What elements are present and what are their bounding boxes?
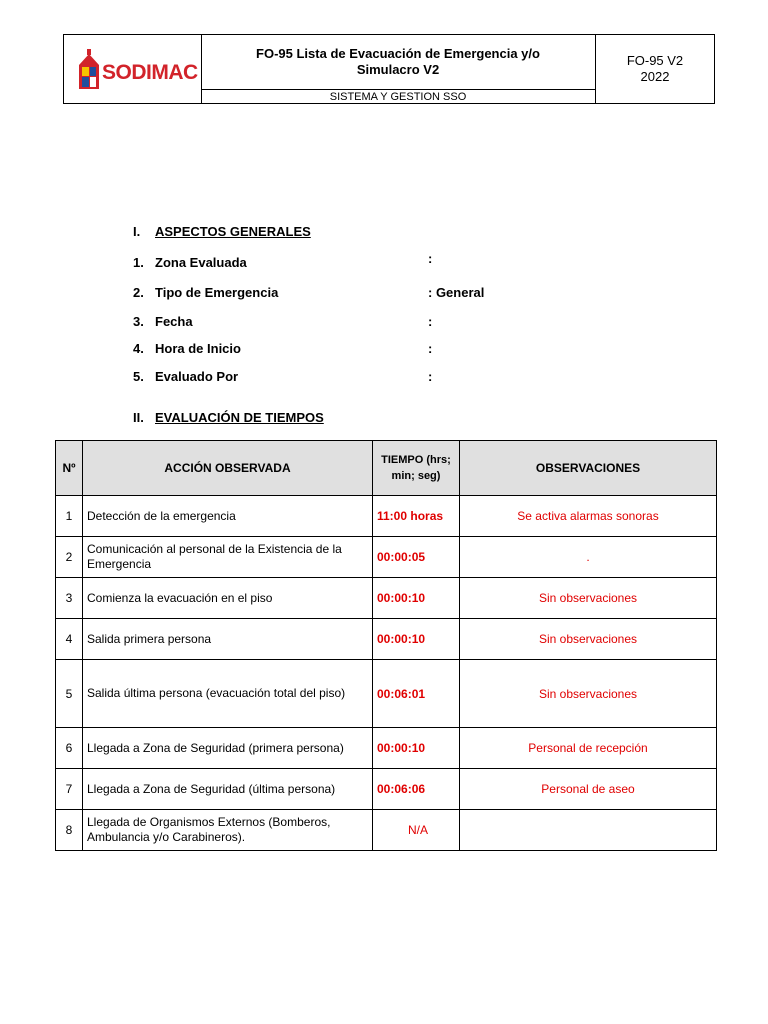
info-value: :: [428, 314, 433, 329]
row-observation: Personal de aseo: [460, 769, 717, 810]
row-number: 8: [56, 810, 83, 851]
info-label: Evaluado Por: [155, 369, 239, 384]
info-number: 1.: [133, 255, 144, 270]
document-title: FO-95 Lista de Evacuación de Emergencia y/o Simulacro V2: [201, 35, 595, 90]
info-number: 2.: [133, 285, 144, 300]
table-row: [56, 660, 717, 728]
info-value: :: [428, 251, 433, 266]
row-time: 00:00:05: [373, 537, 460, 578]
house-logo-icon: [78, 49, 102, 91]
info-label: Zona Evaluada: [155, 255, 247, 270]
table-row: [56, 578, 717, 619]
table-header-row: [56, 441, 717, 496]
document-code: FO-95 V2: [626, 53, 684, 68]
info-label: Fecha: [155, 314, 193, 329]
row-observation: Se activa alarmas sonoras: [460, 496, 717, 537]
row-number: 6: [56, 728, 83, 769]
brand-name: SODIMAC: [102, 61, 198, 84]
info-label: Tipo de Emergencia: [155, 285, 279, 300]
row-number: 2: [56, 537, 83, 578]
header-number: Nº: [56, 441, 83, 496]
row-time: 00:06:06: [373, 769, 460, 810]
info-value: : General: [428, 285, 485, 300]
row-time: 00:00:10: [373, 578, 460, 619]
row-observation: Sin observaciones: [460, 619, 717, 660]
row-time: 00:00:10: [373, 728, 460, 769]
info-number: 4.: [133, 341, 144, 356]
row-observation: Sin observaciones: [460, 660, 717, 728]
row-action: Salida primera persona: [83, 619, 373, 660]
header-action: ACCIÓN OBSERVADA: [83, 441, 373, 496]
code-cell: [595, 35, 715, 103]
document-year: 2022: [640, 69, 670, 84]
sodimac-logo: [78, 49, 198, 91]
header-time: TIEMPO (hrs; min; seg): [373, 441, 460, 496]
row-action: Detección de la emergencia: [83, 496, 373, 537]
table-row: [56, 728, 717, 769]
row-observation: Personal de recepción: [460, 728, 717, 769]
info-label: Hora de Inicio: [155, 341, 241, 356]
row-number: 7: [56, 769, 83, 810]
row-action: Salida última persona (evacuación total del piso): [83, 660, 373, 728]
document-subtitle: SISTEMA Y GESTION SSO: [329, 91, 467, 103]
table-row: [56, 810, 717, 851]
info-value: :: [428, 341, 433, 356]
row-observation: Sin observaciones: [460, 578, 717, 619]
row-action: Llegada de Organismos Externos (Bomberos, Ambulancia y/o Carabineros).: [83, 810, 373, 851]
document-header: [63, 34, 715, 104]
row-number: 3: [56, 578, 83, 619]
row-observation: [460, 810, 717, 851]
row-action: Llegada a Zona de Seguridad (primera persona): [83, 728, 373, 769]
table-row: [56, 769, 717, 810]
evaluation-table: [55, 440, 717, 851]
section-title: EVALUACIÓN DE TIEMPOS: [155, 410, 324, 425]
row-number: 4: [56, 619, 83, 660]
row-time: N/A: [373, 810, 460, 851]
row-action: Llegada a Zona de Seguridad (última persona): [83, 769, 373, 810]
row-time: 00:06:01: [373, 660, 460, 728]
row-action: Comunicación al personal de la Existencia de la Emergencia: [83, 537, 373, 578]
section-number: II.: [133, 410, 144, 425]
table-row: [56, 619, 717, 660]
section-number: I.: [133, 224, 141, 239]
logo-cell: [64, 35, 202, 103]
row-number: 5: [56, 660, 83, 728]
table-row: [56, 537, 717, 578]
section-title: ASPECTOS GENERALES: [155, 224, 311, 239]
info-value: :: [428, 369, 433, 384]
title-cell: [201, 35, 596, 103]
row-observation: .: [460, 537, 717, 578]
row-time: 11:00 horas: [373, 496, 460, 537]
table-row: [56, 496, 717, 537]
row-number: 1: [56, 496, 83, 537]
info-number: 5.: [133, 369, 144, 384]
info-number: 3.: [133, 314, 144, 329]
row-time: 00:00:10: [373, 619, 460, 660]
header-observations: OBSERVACIONES: [460, 441, 717, 496]
row-action: Comienza la evacuación en el piso: [83, 578, 373, 619]
